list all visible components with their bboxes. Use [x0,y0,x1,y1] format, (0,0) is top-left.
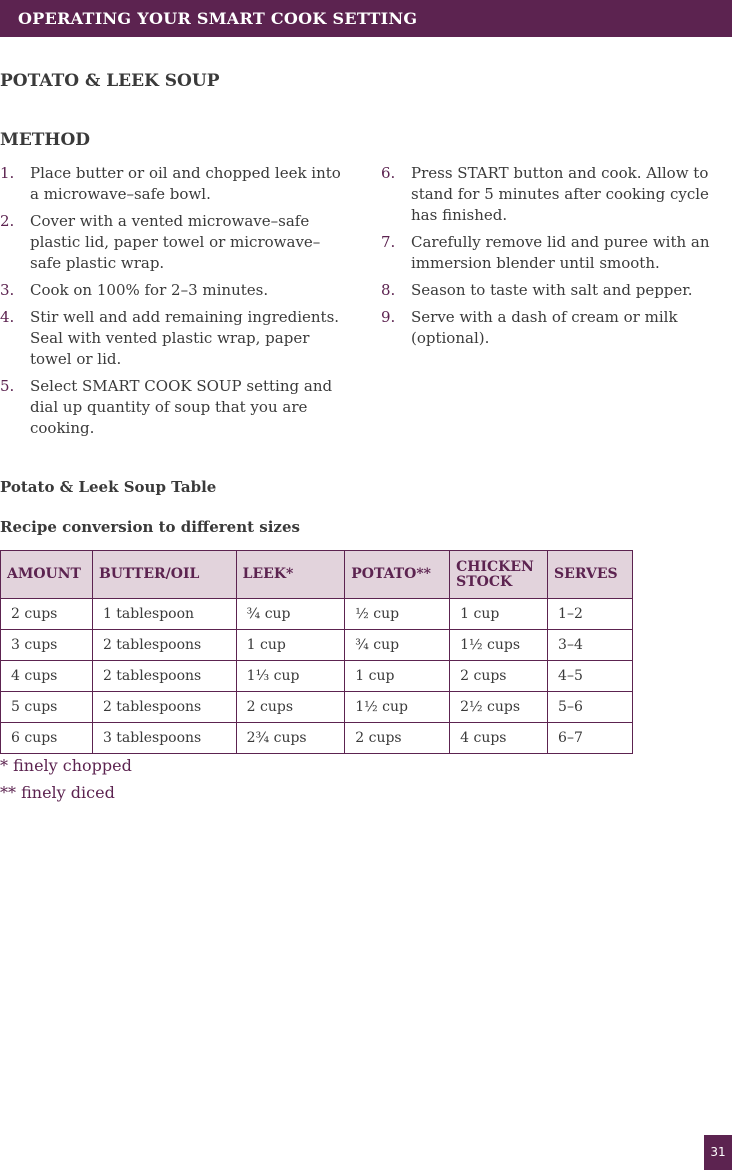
step-text: Cook on 100% for 2–3 minutes. [30,281,269,299]
table-cell: ½ cup [345,599,450,630]
table-cell: 2 tablespoons [92,630,236,661]
table-cell: 1½ cups [450,630,548,661]
table-row [1,661,633,692]
table-cell: 2 cups [345,723,450,754]
conversion-table [0,550,633,754]
footnote-leek: * finely chopped [0,756,132,775]
column-header: BUTTER/OIL [92,551,236,599]
table-cell: 6 cups [1,723,93,754]
table-cell: 2 cups [1,599,93,630]
table-cell: 2 cups [450,661,548,692]
table-cell: 2½ cups [450,692,548,723]
recipe-title: POTATO & LEEK SOUP [0,71,220,91]
method-step [381,307,711,349]
table-cell: 2 tablespoons [92,661,236,692]
step-number: 1. [0,164,15,182]
step-number: 7. [381,233,396,251]
column-header: LEEK* [236,551,345,599]
method-heading: METHOD [0,130,91,150]
table-cell: 5 cups [1,692,93,723]
table-row [1,723,633,754]
method-step [0,163,342,205]
table-cell: 3 cups [1,630,93,661]
step-text: Serve with a dash of cream or milk (optional). [411,308,678,347]
column-header: AMOUNT [1,551,93,599]
step-number: 3. [0,281,15,299]
method-step [381,280,711,301]
table-row [1,630,633,661]
table-cell: 1 cup [236,630,345,661]
table-cell: 4 cups [1,661,93,692]
table-cell: ¾ cup [236,599,345,630]
step-number: 5. [0,377,15,395]
table-cell: 3–4 [548,630,633,661]
table-cell: 2 tablespoons [92,692,236,723]
table-cell: 5–6 [548,692,633,723]
step-text: Stir well and add remaining ingredients. Seal with vented plastic wrap, paper towel or lid. [30,308,340,368]
step-text: Cover with a vented microwave–safe plastic lid, paper towel or microwave–safe plastic wrap. [30,212,321,272]
table-cell: 1⅓ cup [236,661,345,692]
method-step [381,163,711,226]
step-text: Place butter or oil and chopped leek into a microwave–safe bowl. [30,164,341,203]
method-step [0,280,342,301]
table-cell: 2¾ cups [236,723,345,754]
table-cell: 3 tablespoons [92,723,236,754]
table-cell: 1–2 [548,599,633,630]
footnote-potato: ** finely diced [0,783,115,802]
method-steps-left [0,163,342,445]
table-cell: 1 tablespoon [92,599,236,630]
method-step [0,376,342,439]
method-step [0,307,342,370]
method-step [0,211,342,274]
step-number: 9. [381,308,396,326]
table-cell: 4–5 [548,661,633,692]
page-number: 31 [704,1135,732,1170]
table-header-row [1,551,633,599]
table-row [1,599,633,630]
table-cell: 6–7 [548,723,633,754]
section-header: OPERATING YOUR SMART COOK SETTING [0,0,732,37]
step-number: 4. [0,308,15,326]
step-text: Press START button and cook. Allow to stand for 5 minutes after cooking cycle has finished. [411,164,709,224]
table-cell: 1½ cup [345,692,450,723]
table-cell: 4 cups [450,723,548,754]
table-cell: 1 cup [450,599,548,630]
table-cell: 2 cups [236,692,345,723]
table-cell: ¾ cup [345,630,450,661]
table-subtitle: Recipe conversion to different sizes [0,518,300,536]
table-cell: 1 cup [345,661,450,692]
column-header: CHICKEN STOCK [450,551,548,599]
table-title: Potato & Leek Soup Table [0,478,217,496]
step-number: 8. [381,281,396,299]
step-text: Select SMART COOK SOUP setting and dial up quantity of soup that you are cooking. [30,377,333,437]
step-text: Season to taste with salt and pepper. [411,281,693,299]
step-number: 6. [381,164,396,182]
step-number: 2. [0,212,15,230]
column-header: POTATO** [345,551,450,599]
step-text: Carefully remove lid and puree with an immersion blender until smooth. [411,233,710,272]
table-row [1,692,633,723]
table-body [1,599,633,754]
method-steps-right [381,163,711,355]
column-header: SERVES [548,551,633,599]
method-step [381,232,711,274]
